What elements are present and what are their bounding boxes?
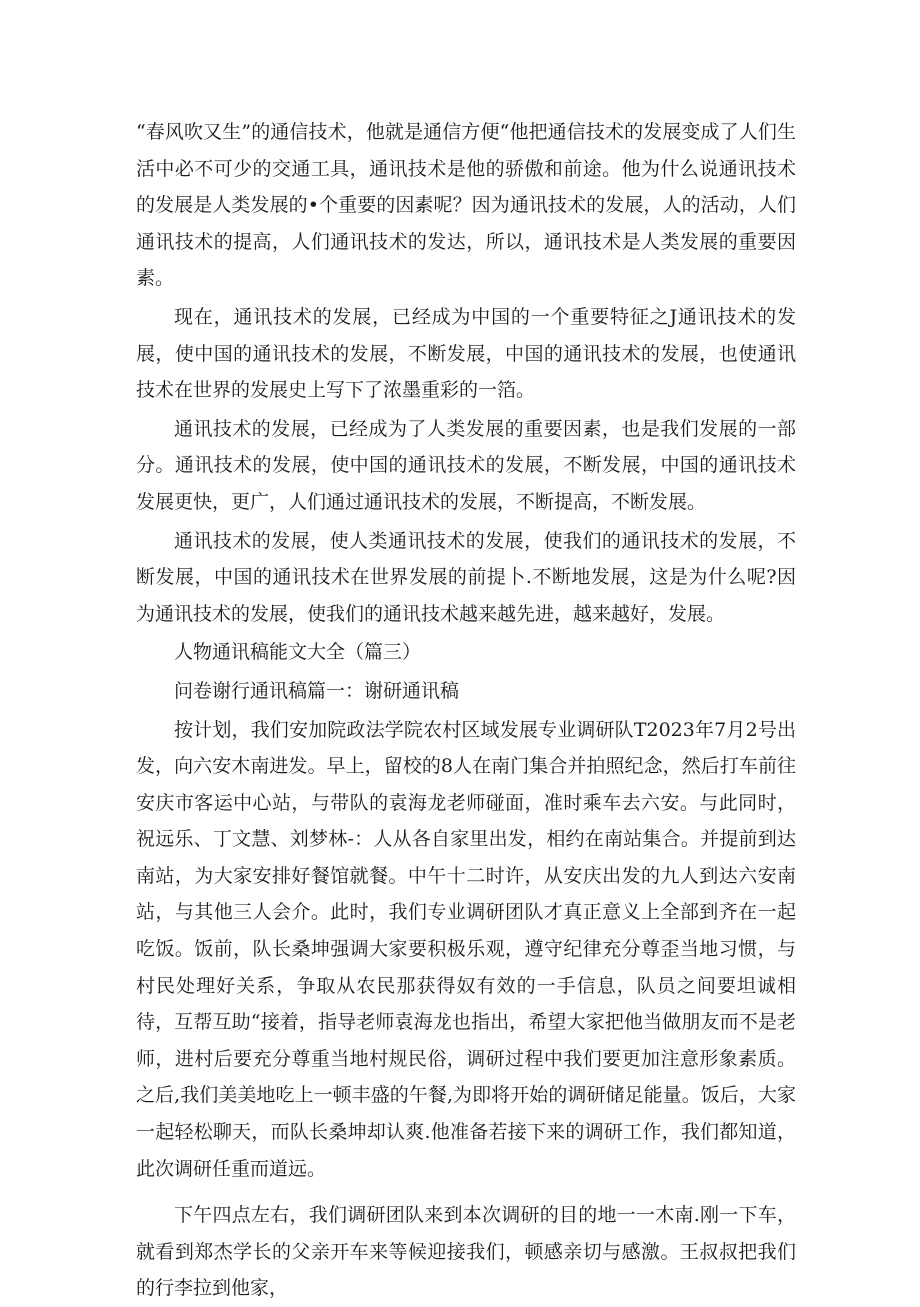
paragraph-communication-tech-importance: 通讯技术的发展，已经成为了人类发展的重要因素，也是我们发展的一部分。通讯技术的发展，使中国的通讯技术的发展，不断发展，中国的通讯技术发展更快，更广，人们通过通讯技术的发展，不断提高，不断发展。 [136,417,796,513]
paragraph-communication-tech-intro: “春风吹又生”的通信技术，他就是通信方便“他把通信技术的发展变成了人们生活中必不可少的交通工具，通讯技术是他的骄傲和前途。他为什么说通讯技术的发展是人类发展的•个重要的因素呢？因为通讯技术的发展，人的活动，人们通讯技术的提高，人们通讯技术的发达，所以，通讯技术是人类发展的重要因素。 [136,121,796,290]
paragraph-research-departure: 按计划，我们安加院政法学院农村区域发展专业调研队T2023年7月2号出发，向六安木南进发。早上，留校的8人在南门集合并拍照纪念，然后打车前往安庆市客运中心站，与带队的袁海龙老师碰面，准时乘车去六安。与此同时，祝远乐、丁文慧、刘梦林-：人从各自家里出发，相约在南站集合。并提前到达南站，为大家安排好餐馆就餐。中午十二时许，从安庆出发的九人到达六安南站，与其他三人会介。此时，我们专业调研团队才真正意义上全部到齐在一起吃饭。饭前，队长桑坤强调大家要积极乐观，遵守纪律充分尊歪当地习惯，与村民处理好关系，争取从农民那获得奴有效的一手信息，队员之间要坦诚相待，互帮互助“接着，指导老师袁海龙也指出，希望大家把他当做朋友而不是老师，进村后要充分尊重当地村规民俗，调研过程中我们要更加注意形象素质。之后,我们美美地吃上一顿丰盛的午餐,为即将开始的调研储足能量。饭后，大家一起轻松聊天，而队长桑坤却认爽.他准备若接下来的调研工作，我们都知道，此次调研任重而道远。 [136,718,796,1180]
subsection-heading: 问卷谢行通讯稿篇一：谢研通讯稿 [174,679,460,702]
document-body [136,114,796,1307]
section-heading: 人物通讯稿能文大全（篇三） [174,641,422,664]
paragraph-communication-tech-progress: 通讯技术的发展，使人类通讯技术的发展，使我们的通讯技术的发展，不断发展，中国的通讯技术在世界发展的前提卜.不断地发展，这是为什么呢?因为通讯技术的发展，使我们的通讯技术越来越先进，越来越好，发展。 [136,529,796,625]
paragraph-research-arrival: 下午四点左右，我们调研团队来到本次调研的目的地一一木南.刚一下车，就看到郑杰学长的父亲开车来等候迎接我们，顿感亲切与感激。王叔叔把我们的行李拉到他家， [136,1204,796,1300]
paragraph-communication-tech-status: 现在，通讯技术的发展，已经成为中国的一个重要特征之J通讯技术的发展，使中国的通讯技术的发展，不断发展，中国的通讯技术的发展，也使通讯技术在世界的发展史上写下了浓墨重彩的一箔。 [136,305,796,402]
